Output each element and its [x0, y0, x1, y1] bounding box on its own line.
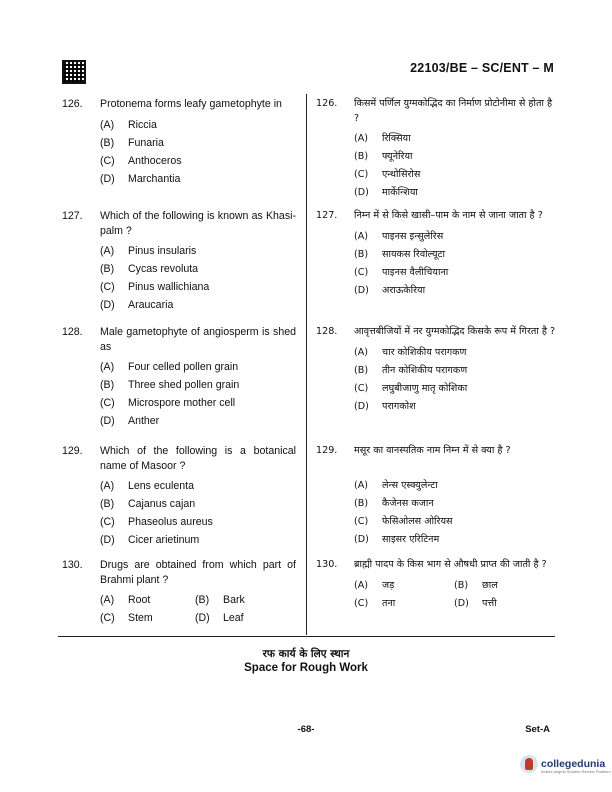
- option: (B) Funaria: [100, 136, 164, 149]
- qr-code: [62, 60, 86, 84]
- option: (D) Araucaria: [100, 299, 174, 311]
- option: (B) Cajanus cajan: [100, 498, 196, 510]
- question-stem: Protonema forms leafy gametophyte in: [100, 98, 282, 110]
- question-stem: किसमें पर्णिल युग्मकोद्भिद का निर्माण प्रोटोनीमा से होता है ?: [354, 98, 553, 124]
- option: (C) एन्थोसिरोस: [354, 169, 421, 180]
- question-number: 129.: [316, 445, 338, 456]
- question-129-hi: [316, 444, 556, 551]
- rough-work-heading-hindi: रफ कार्य के लिए स्थान: [262, 648, 350, 660]
- option: (C) Microspore mother cell: [100, 397, 236, 409]
- page-number: -68-: [297, 724, 315, 735]
- option: (D) मार्केन्शिया: [354, 187, 418, 198]
- question-128-en: [62, 325, 296, 432]
- section-divider: [58, 636, 555, 637]
- question-130-en: [62, 558, 296, 625]
- option: (C) Phaseolus aureus: [100, 516, 213, 528]
- option: (C) पाइनस वैलीचियाना: [354, 266, 449, 278]
- option: (C) तना: [354, 597, 396, 609]
- option: (B) सायकस रिवोल्यूटा: [354, 248, 445, 260]
- question-129-en: [62, 444, 296, 551]
- option: (A) जड़: [354, 579, 395, 591]
- rough-work-heading: Space for Rough Work: [244, 662, 368, 674]
- option: (A) Lens eculenta: [100, 480, 194, 492]
- option: (B) फ्यूनेरिया: [354, 151, 413, 162]
- brand-logo-icon: [520, 755, 538, 773]
- option: (D) Anther: [100, 415, 160, 427]
- brand-watermark: [520, 755, 611, 774]
- option: (B) Cycas revoluta: [100, 263, 199, 275]
- question-stem: Male gametophyte of angiosperm is shed as: [100, 326, 296, 353]
- paper-code: 22103/BE – SC/ENT – M: [410, 61, 554, 75]
- option: (D) Leaf: [195, 612, 244, 624]
- question-stem: आवृत्तबीजियों में नर युग्मकोद्भिद किसके रूप में गिरता है ?: [354, 326, 556, 337]
- question-number: 126.: [62, 98, 83, 110]
- question-stem: Which of the following is known as Khasi-palm ?: [100, 210, 296, 237]
- question-number: 128.: [62, 326, 83, 338]
- option: (D) साइसर एरिटिनम: [354, 533, 440, 545]
- question-130-hi: [316, 558, 556, 611]
- question-stem: मसूर का वानस्पतिक नाम निम्न में से क्या है ?: [354, 445, 511, 456]
- question-number: 130.: [62, 559, 83, 571]
- set-label: Set-A: [525, 724, 550, 735]
- brand-tagline: India's largest Student Review Platform: [541, 769, 611, 774]
- option: (C) Pinus wallichiana: [100, 281, 210, 293]
- question-stem: ब्राह्मी पादप के किस भाग से औषधी प्राप्त की जाती है ?: [354, 559, 547, 570]
- question-number: 126.: [316, 98, 338, 109]
- question-number: 130.: [316, 559, 338, 570]
- option: (D) अराऊकेरिया: [354, 284, 426, 296]
- question-number: 127.: [316, 210, 338, 221]
- brand-name: collegedunia: [541, 758, 606, 770]
- option: (B) तीन कोशिकीय परागकण: [354, 364, 468, 376]
- option: (C) लघुबीजाणु मातृ कोशिका: [354, 382, 468, 394]
- option: (D) Marchantia: [100, 172, 181, 185]
- option: (B) छाल: [454, 579, 498, 591]
- question-number: 128.: [316, 326, 338, 337]
- option: (D) Cicer arietinum: [100, 534, 200, 546]
- option: (B) Bark: [195, 594, 245, 606]
- question-126-hi: [316, 97, 556, 204]
- column-divider: [306, 94, 307, 635]
- option: (A) रिक्सिया: [354, 133, 411, 144]
- question-126-en: [62, 97, 296, 190]
- option: (C) फेसिओलस ओरियस: [354, 515, 453, 527]
- question-127-en: [62, 209, 296, 316]
- option: (A) पाइनस इन्सुलेरिस: [354, 230, 444, 242]
- option: (A) Root: [100, 594, 151, 606]
- option: (C) Anthoceros: [100, 154, 182, 167]
- option: (D) पत्ती: [454, 597, 497, 609]
- option: (D) परागकोश: [354, 400, 416, 412]
- question-128-hi: [316, 325, 556, 418]
- option: (C) Stem: [100, 612, 153, 624]
- option: (B) Three shed pollen grain: [100, 379, 240, 391]
- option: (A) Riccia: [100, 118, 157, 131]
- question-127-hi: [316, 209, 556, 302]
- question-number: 129.: [62, 445, 83, 457]
- option: (A) Pinus insularis: [100, 245, 197, 257]
- question-number: 127.: [62, 210, 83, 222]
- option: (A) लेन्स एस्क्युलेन्टा: [354, 479, 438, 491]
- option: (A) Four celled pollen grain: [100, 361, 239, 373]
- option: (A) चार कोशिकीय परागकण: [354, 346, 467, 358]
- option: (B) कैजेनस कजान: [354, 497, 434, 509]
- question-stem: निम्न में से किसे खासी–पाम के नाम से जाना जाता है ?: [354, 210, 543, 221]
- question-stem: Drugs are obtained from which part of Brahmi plant ?: [100, 559, 296, 586]
- question-stem: Which of the following is a botanical name of Masoor ?: [100, 445, 296, 472]
